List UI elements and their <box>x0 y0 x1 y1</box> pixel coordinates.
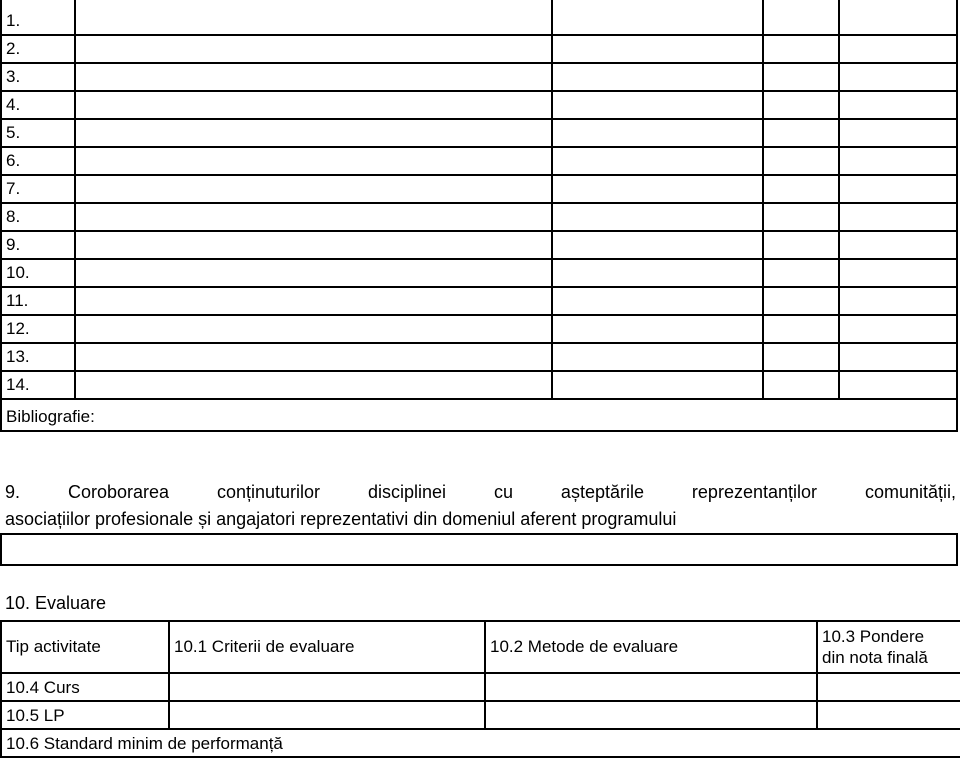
table-cell[interactable] <box>839 0 957 35</box>
table-row <box>1 259 957 287</box>
row-number: 1. <box>1 0 75 35</box>
header-weight-line1: 10.3 Pondere <box>822 627 925 646</box>
table-cell[interactable] <box>75 343 552 371</box>
table-cell[interactable] <box>839 147 957 175</box>
table-row <box>1 371 957 399</box>
table-cell[interactable] <box>552 0 762 35</box>
table-cell[interactable] <box>839 231 957 259</box>
table-row <box>1 315 957 343</box>
table-cell[interactable] <box>75 63 552 91</box>
table-row <box>1 175 957 203</box>
row-number: 11. <box>1 287 75 315</box>
weight-cell[interactable] <box>817 701 960 729</box>
table-cell[interactable] <box>75 231 552 259</box>
table-cell[interactable] <box>839 315 957 343</box>
header-weight-line2: din nota finală <box>822 648 928 667</box>
table-cell[interactable] <box>75 371 552 399</box>
table-cell[interactable] <box>75 315 552 343</box>
table-row <box>1 35 957 63</box>
table-cell[interactable] <box>552 343 762 371</box>
criteria-cell[interactable] <box>169 673 485 701</box>
table-cell[interactable] <box>839 343 957 371</box>
row-number: 9. <box>1 231 75 259</box>
evaluation-row-standard <box>1 729 960 757</box>
row-number: 12. <box>1 315 75 343</box>
row-number: 4. <box>1 91 75 119</box>
evaluation-header-row <box>1 621 960 673</box>
section-9-title-line2: asociațiilor profesionale și angajatori reprezentativi din domeniul aferent programului <box>5 509 677 529</box>
table-cell[interactable] <box>763 203 839 231</box>
table-cell[interactable] <box>763 175 839 203</box>
table-cell[interactable] <box>552 35 762 63</box>
table-cell[interactable] <box>763 371 839 399</box>
evaluation-row-curs <box>1 673 960 701</box>
table-cell[interactable] <box>552 63 762 91</box>
table-cell[interactable] <box>75 259 552 287</box>
evaluation-table <box>0 620 960 758</box>
header-methods: 10.2 Metode de evaluare <box>485 621 817 673</box>
table-row <box>1 63 957 91</box>
table-cell[interactable] <box>763 0 839 35</box>
criteria-cell[interactable] <box>169 701 485 729</box>
weight-cell[interactable] <box>817 673 960 701</box>
row-label-standard[interactable]: 10.6 Standard minim de performanță <box>1 729 960 757</box>
table-cell[interactable] <box>75 91 552 119</box>
table-cell[interactable] <box>552 119 762 147</box>
table-cell[interactable] <box>552 315 762 343</box>
table-cell[interactable] <box>763 231 839 259</box>
table-cell[interactable] <box>839 371 957 399</box>
row-number: 8. <box>1 203 75 231</box>
row-number: 2. <box>1 35 75 63</box>
table-row <box>1 119 957 147</box>
table-cell[interactable] <box>552 91 762 119</box>
row-number: 13. <box>1 343 75 371</box>
table-row <box>1 147 957 175</box>
row-label-lp: 10.5 LP <box>1 701 169 729</box>
table-cell[interactable] <box>75 203 552 231</box>
table-cell[interactable] <box>763 287 839 315</box>
table-row <box>1 0 957 35</box>
table-cell[interactable] <box>552 147 762 175</box>
table-cell[interactable] <box>839 91 957 119</box>
row-number: 7. <box>1 175 75 203</box>
table-cell[interactable] <box>763 35 839 63</box>
table-cell[interactable] <box>75 0 552 35</box>
table-cell[interactable] <box>763 119 839 147</box>
table-cell[interactable] <box>839 259 957 287</box>
header-criteria: 10.1 Criterii de evaluare <box>169 621 485 673</box>
table-cell[interactable] <box>763 147 839 175</box>
table-row <box>1 343 957 371</box>
methods-cell[interactable] <box>485 701 817 729</box>
table-cell[interactable] <box>839 63 957 91</box>
table-cell[interactable] <box>763 63 839 91</box>
row-number: 3. <box>1 63 75 91</box>
header-activity-type: Tip activitate <box>1 621 169 673</box>
table-cell[interactable] <box>75 147 552 175</box>
table-row <box>1 287 957 315</box>
evaluation-row-lp <box>1 701 960 729</box>
section-9-title-line1: 9. Coroborarea conținuturilor disciplinei cu așteptările reprezentanților comunității, <box>5 482 956 502</box>
row-number: 10. <box>1 259 75 287</box>
row-number: 14. <box>1 371 75 399</box>
header-weight <box>817 621 960 673</box>
table-cell[interactable] <box>75 175 552 203</box>
table-cell[interactable] <box>839 287 957 315</box>
table-cell[interactable] <box>763 315 839 343</box>
table-cell[interactable] <box>552 175 762 203</box>
row-number: 5. <box>1 119 75 147</box>
table-cell[interactable] <box>839 35 957 63</box>
table-cell[interactable] <box>552 371 762 399</box>
table-cell[interactable] <box>839 119 957 147</box>
table-cell[interactable] <box>839 203 957 231</box>
section-9-heading <box>5 479 956 533</box>
table-cell[interactable] <box>552 259 762 287</box>
table-cell[interactable] <box>763 259 839 287</box>
table-row <box>1 91 957 119</box>
row-number: 6. <box>1 147 75 175</box>
bibliography-row <box>1 399 957 431</box>
bibliography-label[interactable]: Bibliografie: <box>1 399 957 431</box>
section-10-title: 10. Evaluare <box>5 593 107 613</box>
table-cell[interactable] <box>763 343 839 371</box>
table-cell[interactable] <box>552 231 762 259</box>
table-row <box>1 231 957 259</box>
section-9-content-box[interactable] <box>0 533 958 566</box>
table-row <box>1 203 957 231</box>
table-cell[interactable] <box>75 119 552 147</box>
table-cell[interactable] <box>552 203 762 231</box>
table-cell[interactable] <box>839 175 957 203</box>
methods-cell[interactable] <box>485 673 817 701</box>
table-cell[interactable] <box>75 287 552 315</box>
table-cell[interactable] <box>763 91 839 119</box>
table-cell[interactable] <box>552 287 762 315</box>
table-cell[interactable] <box>75 35 552 63</box>
row-label-curs: 10.4 Curs <box>1 673 169 701</box>
